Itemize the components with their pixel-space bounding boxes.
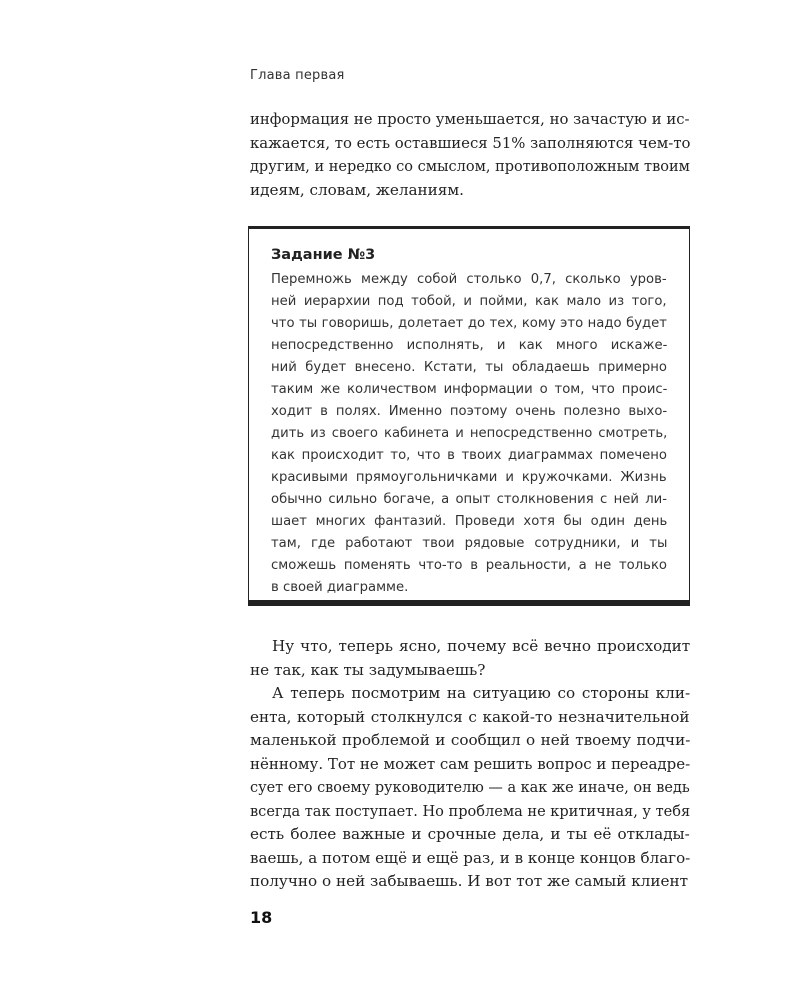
text-line: есть более важные и срочные дела, и ты её отклады- — [250, 825, 690, 843]
task-line: ний будет внесено. Кстати, ты обладаешь примерно — [271, 360, 667, 375]
text-line: нённому. Тот не может сам решить вопрос и переадре- — [250, 754, 691, 773]
task-line: непосредственно исполнять, и как много искаже- — [271, 338, 668, 353]
task-line: сможешь поменять что-то в реальности, а не только — [271, 558, 667, 573]
text-line: маленькой проблемой и сообщил о ней твоему подчи- — [250, 731, 691, 749]
task-line: таким же количеством информации о том, что проис- — [271, 382, 668, 397]
task-line: там, где работают твои рядовые сотрудники, и ты — [271, 536, 668, 551]
text-line: ента, который столкнулся с какой-то незначительной — [250, 707, 690, 726]
task-line: как происходит то, что в твоих диаграммах помечено — [271, 448, 667, 463]
task-line: ходит в полях. Именно поэтому очень полезно выхо- — [271, 404, 668, 419]
task-line: ней иерархии под тобой, и пойми, как мало из того, — [271, 294, 667, 309]
task-line: обычно сильно богаче, а опыт столкновения с ней ли- — [271, 492, 667, 507]
task-line: красивыми прямоугольничками и кружочками. Жизнь — [271, 470, 667, 485]
running-header: Глава первая — [250, 68, 345, 83]
page-number: 18 — [250, 908, 273, 927]
intro-paragraph — [250, 108, 690, 202]
task-box — [248, 226, 690, 606]
task-line: шает многих фантазий. Проведи хотя бы один день — [271, 514, 668, 529]
text-line: не так, как ты задумываешь? — [250, 660, 486, 679]
text-line: другим, и нередко со смыслом, противоположным твоим — [250, 157, 690, 175]
text-line: получно о ней забываешь. И вот тот же самый клиент — [250, 872, 688, 890]
outro-section — [250, 635, 690, 894]
text-line: сует его своему руководителю — а как же иначе, он ведь — [250, 778, 690, 796]
text-line: ваешь, а потом ещё и ещё раз, и в конце концов благо- — [250, 848, 691, 867]
task-title: Задание №3 — [271, 247, 376, 263]
text-line: идеям, словам, желаниям. — [250, 180, 465, 199]
task-line: что ты говоришь, долетает до тех, кому это надо будет — [271, 316, 667, 331]
text-line: А теперь посмотрим на ситуацию со стороны кли- — [272, 684, 691, 702]
task-line: дить из своего кабинета и непосредственно смотреть, — [271, 426, 668, 441]
task-line: в своей диаграмме. — [271, 580, 409, 595]
client-paragraph — [250, 682, 690, 894]
task-line: Перемножь между собой столько 0,7, сколько уров- — [271, 272, 667, 287]
body-paragraph — [250, 108, 690, 202]
task-body — [271, 269, 667, 599]
text-line: информация не просто уменьшается, но зачастую и ис- — [250, 110, 690, 128]
question-paragraph — [250, 635, 690, 682]
text-line: всегда так поступает. Но проблема не критичная, у тебя — [250, 801, 691, 820]
text-line: кажается, то есть оставшиеся 51% заполняются чем-то — [250, 133, 691, 152]
text-line: Ну что, теперь ясно, почему всё вечно происходит — [272, 637, 691, 655]
